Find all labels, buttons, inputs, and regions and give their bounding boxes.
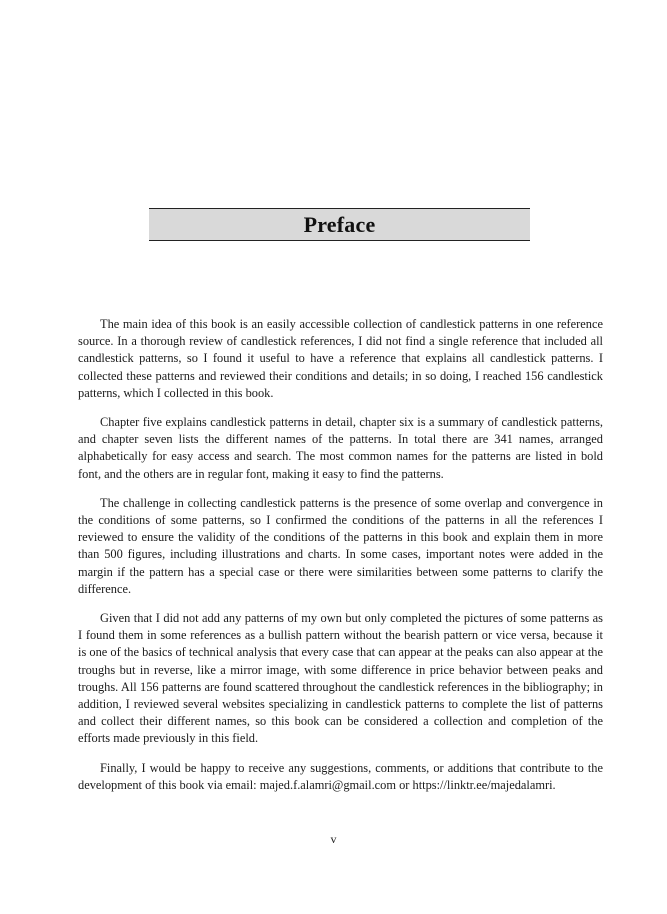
paragraph-4: Given that I did not add any patterns of my own but only completed the pictures of some patterns as I found them in some references as a bullish pattern without the bearish pattern or vice versa, because it is one of the basics of technical analysis that every case that can appear at the peaks can also appear at the troughs but in reverse, like a mirror image, with some difference in price behavior between peaks and troughs. All 156 patterns are found scattered throughout the candlestick references in the bibliography; in addition, I reviewed several websites specializing in candlestick patterns to complete the list of patterns and collect their different names, so this book can be considered a collection and completion of the efforts made previously in this field. <box>78 611 603 746</box>
title-banner <box>149 208 530 241</box>
paragraph-1: The main idea of this book is an easily accessible collection of candlestick patterns in one reference source. In a thorough review of candlestick references, I did not find a single reference that included all candlestick patterns, so I found it useful to have a reference that explains all candlestick patterns. I collected these patterns and reviewed their conditions and details; in so doing, I reached 156 candlestick patterns, which I collected in this book. <box>78 317 603 400</box>
paragraph-2: Chapter five explains candlestick patterns in detail, chapter six is a summary of candlestick patterns, and chapter seven lists the different names of the patterns. In total there are 341 names, arranged alphabetically for easy access and search. The most common names for the patterns are listed in bold font, and the others are in regular font, making it easy to find the patterns. <box>78 415 603 481</box>
paragraph-3: The challenge in collecting candlestick patterns is the presence of some overlap and convergence in the conditions of some patterns, so I confirmed the conditions of the patterns in all the references I reviewed to ensure the validity of the conditions of the patterns in this book and explain them in more than 500 figures, including illustrations and charts. In some cases, important notes were added in the margin if the pattern has a special case or there were similarities between some patterns to clarify the difference. <box>78 495 603 596</box>
page-number: v <box>330 832 337 846</box>
paragraph-5: Finally, I would be happy to receive any suggestions, comments, or additions that contribute to the development of this book via email: majed.f.alamri@gmail.com or https://linktr.ee/majedalamri. <box>78 760 603 792</box>
preface-body <box>78 316 603 806</box>
page-title: Preface <box>303 211 376 237</box>
